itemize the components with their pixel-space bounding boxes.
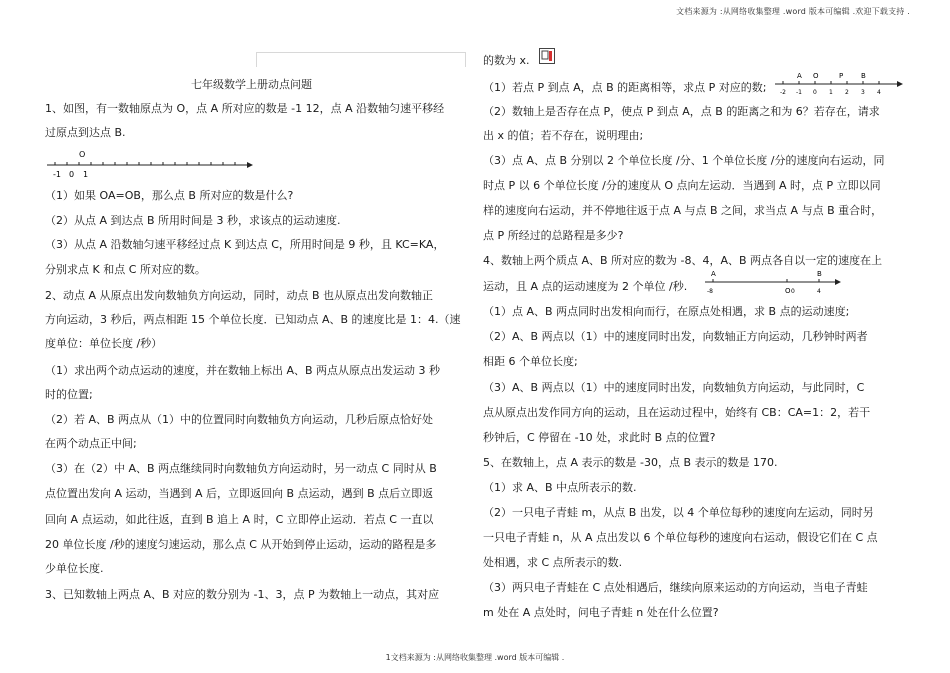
- tick-label: 1: [83, 170, 89, 179]
- point-label-b: B: [817, 270, 822, 278]
- right-line: （2）A、B 两点以（1）中的速度同时出发，向数轴正方向运动，几秒钟时两者: [483, 330, 868, 343]
- left-line: 少单位长度.: [45, 562, 104, 575]
- left-line: 20 单位长度 /秒的速度匀速运动，那么点 C 从开始到停止运动，运动的路程是多: [45, 538, 437, 551]
- footer-note: 1文档来源为 :从网络收集整理 .word 版本可编辑 .: [385, 653, 565, 662]
- left-line: 3、已知数轴上两点 A、B 对应的数分别为 -1、3，点 P 为数轴上一动点，其对应: [45, 588, 440, 601]
- tick-label: 0: [791, 288, 795, 295]
- left-line: 回向 A 点运动，如此往返，直到 B 追上 A 时，C 立即停止运动．若点 C 一直以: [45, 513, 434, 526]
- right-line: 5、在数轴上，点 A 表示的数是 -30，点 B 表示的数是 170.: [483, 456, 778, 469]
- right-line: 时点 P 以 6 个单位长度 /分的速度从 O 点向左运动．当遇到 A 时，点 P 立即以同: [483, 179, 881, 192]
- left-line: （1）如果 OA=OB，那么点 B 所对应的数是什么?: [45, 189, 294, 202]
- right-line: 点从原点出发作同方向的运动，且在运动过程中，始终有 CB：CA=1：2，若干: [483, 406, 871, 419]
- left-line: 方向运动，3 秒后，两点相距 15 个单位长度．已知动点 A、B 的速度比是 1：4.（速: [45, 313, 461, 326]
- right-line: 的数为 x.: [483, 54, 530, 67]
- header-box: [256, 52, 466, 67]
- left-line: 点位置出发向 A 运动，当遇到 A 后，立即返回向 B 点运动，遇到 B 点后立即返: [45, 487, 434, 500]
- right-line: （3）点 A、点 B 分别以 2 个单位长度 /分、1 个单位长度 /分的速度向右运动，同: [483, 154, 885, 167]
- point-label-o: O: [785, 287, 791, 295]
- left-line: 过原点到达点 B.: [45, 126, 126, 139]
- point-label-p: P: [839, 72, 844, 80]
- left-line: （1）求出两个动点运动的速度，并在数轴上标出 A、B 两点从原点出发运动 3 秒: [45, 364, 441, 377]
- point-label-o: O: [813, 72, 819, 80]
- tick-label: 0: [69, 170, 75, 179]
- right-line: 相距 6 个单位长度;: [483, 355, 578, 368]
- right-line: m 处在 A 点处时，问电子青蛙 n 处在什么位置?: [483, 606, 719, 619]
- point-label-b: B: [861, 72, 866, 80]
- left-line: 2、动点 A 从原点出发向数轴负方向运动，同时，动点 B 也从原点出发向数轴正: [45, 289, 434, 302]
- tick-label: 0: [813, 89, 817, 96]
- left-line: （3）在（2）中 A、B 两点继续同时向数轴负方向运动时，另一动点 C 同时从 B: [45, 462, 437, 475]
- number-line-4: [703, 268, 843, 298]
- tick-label: 3: [861, 89, 865, 96]
- left-line: 1、如图，有一数轴原点为 O，点 A 所对应的数是 -1 12，点 A 沿数轴匀速平移经: [45, 102, 445, 115]
- left-line: 度单位：单位长度 /秒）: [45, 337, 163, 350]
- tick-label: -1: [796, 89, 802, 96]
- right-line: 秒钟后，C 停留在 -10 处，求此时 B 点的位置?: [483, 431, 716, 444]
- right-line: 点 P 所经过的总路程是多少?: [483, 229, 624, 242]
- tick-label: 1: [829, 89, 833, 96]
- right-line: 4、数轴上两个质点 A、B 所对应的数为 -8、4，A、B 两点各自以一定的速度在上: [483, 254, 883, 267]
- tick-label: -8: [707, 288, 713, 295]
- right-line: （1）点 A、B 两点同时出发相向而行，在原点处相遇，求 B 点的运动速度;: [483, 305, 850, 318]
- tick-label: 4: [817, 288, 821, 295]
- right-line: 处相遇，求 C 点所表示的数.: [483, 556, 623, 569]
- right-line: （2）一只电子青蛙 m，从点 B 出发，以 4 个单位每秒的速度向左运动，同时另: [483, 506, 874, 519]
- tick-label: 2: [845, 89, 849, 96]
- right-line: 出 x 的值；若不存在，说明理由;: [483, 129, 644, 142]
- point-label-a: A: [797, 72, 802, 80]
- left-line: （3）从点 A 沿数轴匀速平移经过点 K 到达点 C，所用时间是 9 秒，且 KC=KA，: [45, 238, 445, 251]
- page-title: 七年级数学上册动点问题: [191, 78, 312, 91]
- left-line: 时的位置;: [45, 388, 93, 401]
- point-label-a: A: [711, 270, 716, 278]
- tick-label: -2: [780, 89, 786, 96]
- equation-placeholder-icon: [539, 48, 555, 64]
- tick-label: 4: [877, 89, 881, 96]
- left-line: 在两个动点正中间;: [45, 437, 137, 450]
- number-line-3: [773, 70, 905, 100]
- right-line: （1）求 A、B 中点所表示的数.: [483, 481, 637, 494]
- right-line: 运动，且 A 点的运动速度为 2 个单位 /秒.: [483, 280, 688, 293]
- number-line-o-label: O: [79, 150, 86, 159]
- number-line-1: [45, 148, 255, 180]
- header-note: 文档来源为 :从网络收集整理 .word 版本可编辑 .欢迎下载支持 .: [676, 7, 910, 16]
- right-line: （3）两只电子青蛙在 C 点处相遇后，继续向原来运动的方向运动，当电子青蛙: [483, 581, 868, 594]
- left-line: （2）从点 A 到达点 B 所用时间是 3 秒，求该点的运动速度.: [45, 214, 341, 227]
- left-line: （2）若 A、B 两点从（1）中的位置同时向数轴负方向运动，几秒后原点恰好处: [45, 413, 434, 426]
- right-line: （2）数轴上是否存在点 P，使点 P 到点 A，点 B 的距离之和为 6？若存在，请求: [483, 105, 880, 118]
- right-line: 一只电子青蛙 n，从 A 点出发以 6 个单位每秒的速度向右运动，假设它们在 C 点: [483, 531, 878, 544]
- right-line: （3）A、B 两点以（1）中的速度同时出发，向数轴负方向运动，与此同时，C: [483, 381, 865, 394]
- right-line: 样的速度向右运动，并不停地往返于点 A 与点 B 之间，求当点 A 与点 B 重合时，: [483, 204, 883, 217]
- tick-label: -1: [53, 170, 61, 179]
- right-line: （1）若点 P 到点 A，点 B 的距离相等，求点 P 对应的数;: [483, 81, 767, 94]
- left-line: 分别求点 K 和点 C 所对应的数。: [45, 263, 206, 276]
